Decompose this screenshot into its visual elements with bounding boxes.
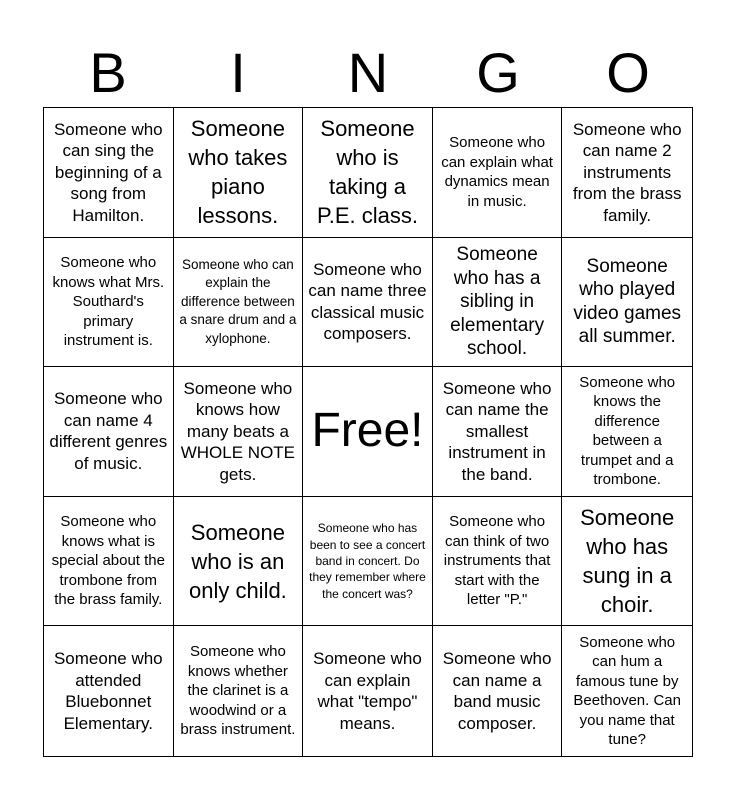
- cell-text: Someone who has a sibling in elementary school.: [450, 244, 545, 360]
- cell-text: Someone who can name three classical music composers.: [308, 259, 427, 344]
- cell-text: Someone who can name the smallest instrument in the band.: [442, 378, 552, 484]
- bingo-cell-r4c2: [174, 497, 304, 627]
- cell-text: Someone who can sing the beginning of a song from Hamilton.: [53, 119, 163, 225]
- bingo-cell-r4c4: [433, 497, 563, 627]
- cell-text: Someone who is an only child.: [188, 519, 287, 603]
- bingo-cell-r3c2: [174, 367, 304, 497]
- bingo-cell-r1c2: [174, 108, 304, 238]
- bingo-header: [43, 38, 693, 108]
- cell-text: Someone who knows how many beats a WHOLE NOTE gets.: [180, 378, 296, 484]
- cell-text: Someone who can name 2 instruments from the brass family.: [572, 119, 682, 225]
- cell-text: Someone who played video games all summer.: [573, 255, 682, 348]
- bingo-cell-r2c3: [303, 238, 433, 368]
- header-letter-b: B: [89, 41, 127, 104]
- cell-text: Someone who knows what is special about the trombone from the brass family.: [51, 513, 165, 609]
- cell-text: Someone who has sung in a choir.: [580, 505, 675, 618]
- bingo-board: [43, 107, 693, 757]
- bingo-cell-r1c5: [562, 108, 692, 238]
- bingo-cell-r5c4: [433, 626, 563, 756]
- cell-text: Someone who attended Bluebonnet Elementary.: [53, 649, 163, 733]
- bingo-cell-r4c5: [562, 497, 692, 627]
- bingo-cell-r2c5: [562, 238, 692, 368]
- cell-text: Someone who knows what Mrs. Southard's primary instrument is.: [52, 254, 165, 350]
- header-letter-g: G: [476, 41, 520, 104]
- cell-text: Someone who knows the difference between a trumpet and a trombone.: [579, 373, 676, 489]
- cell-text: Someone who takes piano lessons.: [188, 116, 288, 229]
- bingo-cell-r2c2: [174, 238, 304, 368]
- cell-text: Someone who can hum a famous tune by Beethoven. Can you name that tune?: [573, 633, 681, 749]
- cell-text: Someone who can explain what "tempo" means.: [313, 649, 422, 733]
- bingo-cell-r5c1: [44, 626, 174, 756]
- bingo-cell-r3c1: [44, 367, 174, 497]
- bingo-cell-r5c2: [174, 626, 304, 756]
- cell-text: Someone who can think of two instruments that start with the letter "P.": [443, 513, 551, 609]
- bingo-cell-free: [303, 367, 433, 497]
- header-letter-o: O: [606, 41, 650, 104]
- bingo-cell-r5c3: [303, 626, 433, 756]
- cell-text: Someone who has been to see a concert band in concert. Do they remember where the concert was?: [309, 521, 426, 601]
- bingo-cell-r1c4: [433, 108, 563, 238]
- bingo-cell-r4c1: [44, 497, 174, 627]
- bingo-cell-r3c5: [562, 367, 692, 497]
- cell-text: Someone who can explain what dynamics mean in music.: [441, 134, 553, 210]
- cell-text: Someone who can explain the difference between a snare drum and a xylophone.: [179, 256, 297, 346]
- free-space-label: Free!: [311, 404, 424, 458]
- bingo-cell-r1c3: [303, 108, 433, 238]
- cell-text: Someone who can name 4 different genres of music.: [49, 389, 168, 473]
- cell-text: Someone who can name a band music composer.: [442, 649, 552, 733]
- bingo-cell-r3c4: [433, 367, 563, 497]
- bingo-cell-r4c3: [303, 497, 433, 627]
- header-letter-n: N: [347, 41, 389, 104]
- header-letter-i: I: [230, 41, 246, 104]
- bingo-cell-r2c1: [44, 238, 174, 368]
- cell-text: Someone who knows whether the clarinet is a woodwind or a brass instrument.: [180, 643, 296, 739]
- bingo-cell-r1c1: [44, 108, 174, 238]
- cell-text: Someone who is taking a P.E. class.: [316, 116, 419, 229]
- bingo-cell-r2c4: [433, 238, 563, 368]
- bingo-cell-r5c5: [562, 626, 692, 756]
